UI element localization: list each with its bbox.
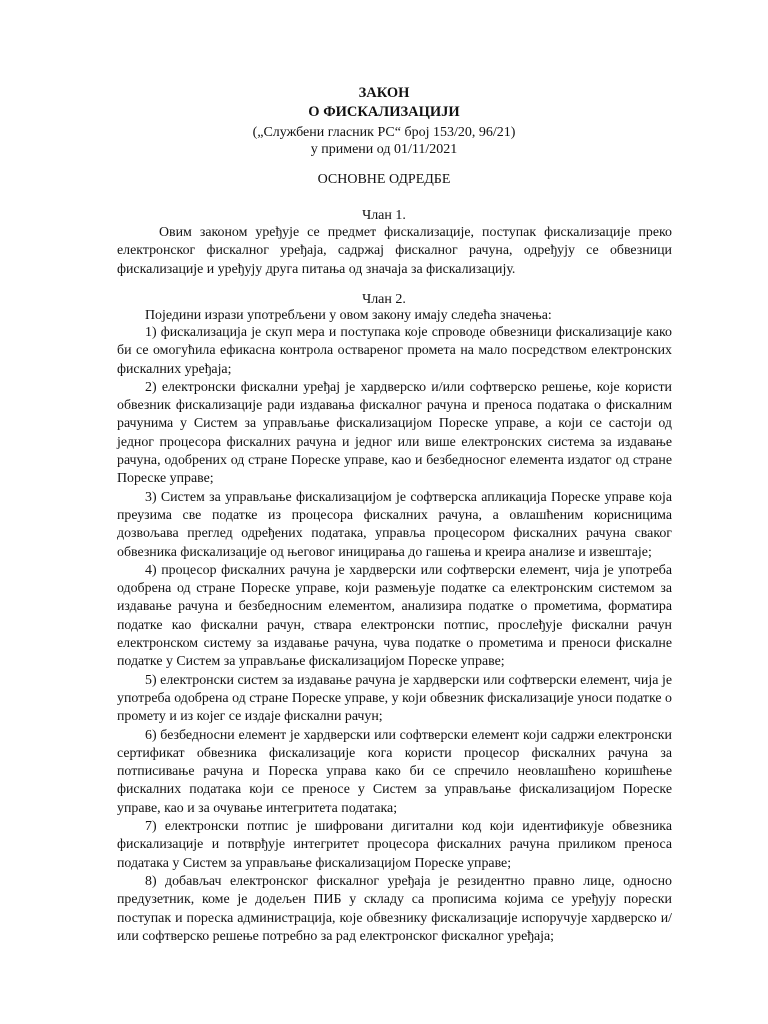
definition-item-6: 6) безбедносни елемент је хардверски или софтверски елемент који садржи електронски сертификат обвезника фискализације кога користи процесор фискалних рачуна за потписивање рачуна и Пореска управа како би се спречило неовлашћено коришћење фискалних података који се преносе у Систем за управљање фискализацијом Пореске управе, као и за очување интегритета података;: [117, 727, 672, 816]
article-1-paragraph: Овим законом уређује се предмет фискализације, поступак фискализације преко електронског фискалног уређаја, садржај фискалног рачуна, одређују се обвезници фискализације и уређују друга питања од значаја за фискализацију.: [117, 225, 672, 277]
definition-item-4: 4) процесор фискалних рачуна је хардверски или софтверски елемент, чија је употреба одобрена од стране Пореске управе, који размењује податке са електронским системом за издавање рачуна и безбедносним елементом, анализира податке о прометима, форматира податке као фискални рачун, ствара електронски потпис, прослеђује фискални рачун електронском систему за издавање рачуна, чува податке о прометима и преноси фискалне податке у Систем за управљање фискализацијом Пореске управе;: [117, 562, 672, 670]
article-2-body: [117, 324, 672, 946]
definition-item-5: 5) електронски систем за издавање рачуна је хардверски или софтверски елемент, чија је употреба одобрена од стране Пореске управе, у који обвезник фискализације уноси податке о промету и из којег се издаје фискални рачун;: [117, 672, 672, 725]
document-title: ЗАКОН: [358, 85, 410, 101]
article-2-intro: Поједини изрази употребљени у овом закону имају следећа значења:: [145, 308, 552, 323]
document-subtitle: О ФИСКАЛИЗАЦИЈИ: [308, 104, 460, 120]
section-heading: ОСНОВНЕ ОДРЕДБЕ: [317, 172, 451, 187]
article-1-heading: Члан 1.: [362, 208, 406, 223]
effective-date: у примени од 01/11/2021: [310, 142, 458, 157]
definition-item-1: 1) фискализација је скуп мера и поступака које спроводе обвезници фискализације како би се омогућила ефикасна контрола оствареног промета на мало посредством електронских фискалних уређаја;: [117, 325, 672, 377]
article-2-heading: Члан 2.: [362, 292, 406, 307]
definition-item-7: 7) електронски потпис је шифровани дигитални код који идентификује обвезника фискализације и потврђује интегритет процесора фискалних рачуна приликом преноса података у Систем за управљање фискализацијом Пореске управе;: [117, 819, 672, 871]
definition-item-3: 3) Систем за управљање фискализацијом је софтверска апликација Пореске управе која преузима све податке из процесора фискалних рачуна, а овлашћеним корисницима дозвољава преглед одређених података, управља процесором фискалних рачуна сваког обвезника фискализације од његовог иницирања до гашења и креира анализе и извештаје;: [117, 489, 672, 560]
definition-item-8: 8) добављач електронског фискалног уређаја је резидентно правно лице, односно предузетник, коме је додељен ПИБ у складу са прописима којима се уређују порески поступак и пореска администрација, које обвезнику фискализације испоручује хардверско и/или софтверско решење потребно за рад електронског фискалног уређаја;: [117, 873, 672, 944]
gazette-reference: („Службени гласник РС“ број 153/20, 96/21): [252, 125, 516, 140]
article-1-body: [117, 224, 672, 279]
definition-item-2: 2) електронски фискални уређај је хардверско и/или софтверско решење, које користи обвезник фискализације ради издавања фискалног рачуна и преноса података о фискалним рачунима у Систем за управљање фискализацијом Пореске управе, а који се састоји од једног процесора фискалних рачуна и једног или више електронских система за издавање рачуна, одобрених од стране Пореске управе, као и безбедносног елемента издатог од стране Пореске управе;: [117, 379, 672, 487]
